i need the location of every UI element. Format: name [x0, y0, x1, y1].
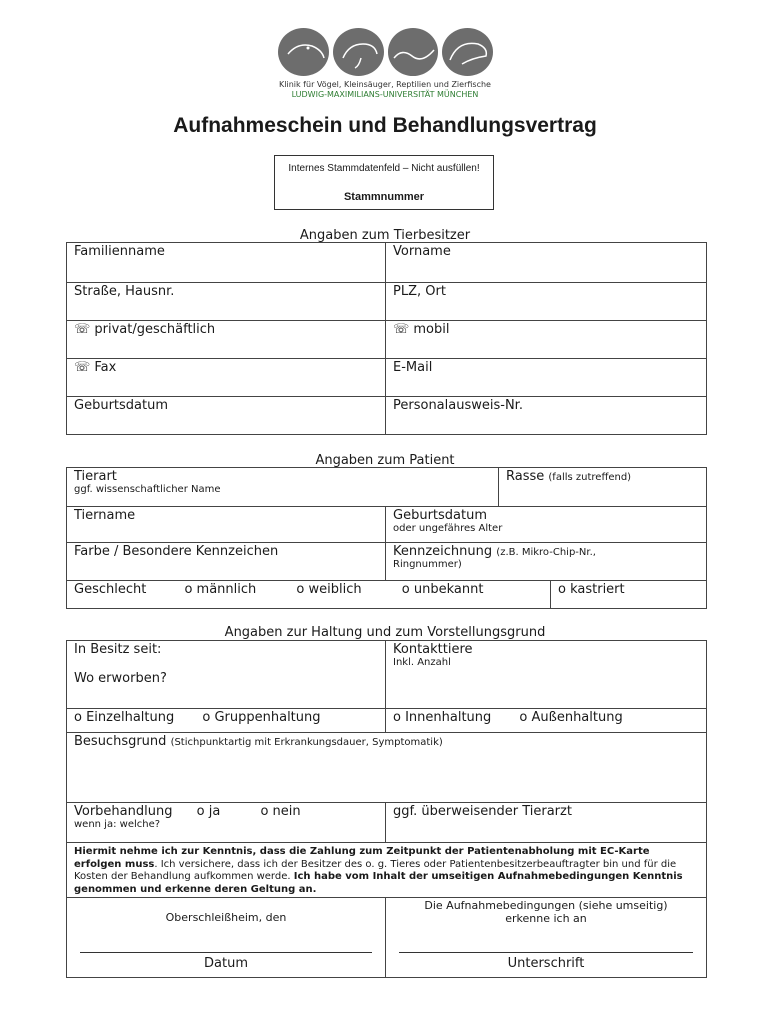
kennzeichnung-field[interactable] [386, 543, 707, 581]
fax-field[interactable] [67, 359, 386, 397]
field-label: Besuchsgrund [74, 734, 167, 749]
university-line: LUDWIG-MAXIMILIANS-UNIVERSITÄT MÜNCHEN [291, 90, 479, 99]
field-hint: oder ungefähres Alter [393, 523, 503, 534]
patient-heading: Angaben zum Patient [315, 453, 455, 468]
field-label: In Besitz seit: [74, 642, 162, 657]
owner-table [66, 242, 707, 435]
field-label: Vorbehandlung [74, 804, 173, 819]
field-label: Wo erworben? [74, 671, 167, 686]
vorbehandlung-field[interactable] [67, 803, 386, 843]
checkbox-ja[interactable]: o ja [196, 804, 221, 819]
field-label: Geschlecht [74, 582, 147, 597]
checkbox-innenhaltung[interactable]: o Innenhaltung [393, 710, 492, 725]
field-label: Geburtsdatum [393, 508, 487, 523]
reptile-logo-icon [388, 28, 439, 76]
field-label: Familienname [74, 244, 165, 259]
checkbox-kastriert[interactable]: o kastriert [558, 582, 625, 597]
consent-payment: Hiermit nehme ich zur Kenntnis, dass die Zahlung zum Zeitpunkt der Patientenabholung mit EC-Karte erfolgen muss [74, 846, 650, 870]
checkbox-maennlich[interactable]: o männlich [184, 582, 257, 597]
field-hint: Ringnummer) [393, 559, 462, 570]
phone-mobile-field[interactable] [386, 321, 707, 359]
field-label: ggf. überweisender Tierarzt [393, 804, 572, 819]
field-label: Geburtsdatum [74, 398, 168, 413]
field-label: ☏ privat/geschäftlich [74, 322, 216, 337]
kastriert-cell [551, 581, 707, 609]
field-label: Tierart [74, 469, 117, 484]
signature-line [399, 952, 693, 953]
phone-private-field[interactable] [67, 321, 386, 359]
haltung-heading: Angaben zur Haltung und zum Vorstellungsgrund [224, 625, 546, 640]
field-label: Rasse [506, 469, 545, 484]
field-label: Straße, Hausnr. [74, 284, 175, 299]
geschlecht-row [67, 581, 551, 609]
field-hint: Inkl. Anzahl [393, 657, 451, 668]
plz-ort-field[interactable] [386, 283, 707, 321]
consent-text [67, 843, 707, 898]
checkbox-einzelhaltung[interactable]: o Einzelhaltung [74, 710, 175, 725]
owner-heading: Angaben zum Tierbesitzer [299, 228, 471, 243]
vorname-field[interactable] [386, 243, 707, 283]
stammdaten-box [274, 155, 494, 210]
rasse-field[interactable] [499, 468, 707, 507]
unterschrift-label: Unterschrift [507, 956, 585, 971]
field-label: ☏ Fax [74, 360, 117, 375]
page-title: Aufnahmeschein und Behandlungsvertrag [173, 114, 597, 137]
checkbox-unbekannt[interactable]: o unbekannt [401, 582, 484, 597]
checkbox-weiblich[interactable]: o weiblich [296, 582, 362, 597]
haltungsart-row [67, 709, 386, 733]
familienname-field[interactable] [67, 243, 386, 283]
field-label: Kontakttiere [393, 642, 473, 657]
institution-name [250, 80, 520, 100]
haltungsort-row [386, 709, 707, 733]
date-signature-cell[interactable] [67, 898, 386, 978]
stammnummer-label: Stammnummer [343, 191, 425, 203]
checkbox-gruppenhaltung[interactable]: o Gruppenhaltung [202, 710, 321, 725]
bird-logo-icon [278, 28, 329, 76]
besuchsgrund-field[interactable] [67, 733, 707, 803]
patient-table [66, 467, 707, 609]
field-label: Kennzeichnung [393, 544, 493, 559]
field-label: Tiername [74, 508, 136, 523]
institution-line: Klinik für Vögel, Kleinsäuger, Reptilien und Zierfische [279, 80, 491, 89]
checkbox-aussenhaltung[interactable]: o Außenhaltung [519, 710, 623, 725]
email-field[interactable] [386, 359, 707, 397]
accept-label: Die Aufnahmebedingungen (siehe umseitig) [424, 899, 668, 912]
field-hint: ggf. wissenschaftlicher Name [74, 484, 221, 495]
id-card-field[interactable] [386, 397, 707, 435]
field-label: Vorname [393, 244, 451, 259]
tierarzt-field[interactable] [386, 803, 707, 843]
consent-terms: Ich habe vom Inhalt der umseitigen Aufnahmebedingungen Kenntnis genommen und erkenne deren Geltung an. [74, 871, 683, 895]
kontakttiere-field[interactable] [386, 641, 707, 709]
haltung-table [66, 640, 707, 978]
strasse-field[interactable] [67, 283, 386, 321]
consent-owner: . Ich versichere, dass ich der Besitzer des o. g. Tieres oder Patientenbesitzerbeauftragter bin und für die Kosten der Behandlung aufkommen werde. [74, 858, 677, 882]
field-label: Farbe / Besondere Kennzeichen [74, 544, 279, 559]
field-label: E-Mail [393, 360, 433, 375]
field-hint: (falls zutreffend) [548, 472, 632, 483]
field-hint: (z.B. Mikro-Chip-Nr., [496, 547, 596, 558]
clinic-logo [278, 28, 493, 80]
rodent-logo-icon [333, 28, 384, 76]
patient-birthdate-field[interactable] [386, 507, 707, 543]
field-hint: wenn ja: welche? [74, 819, 161, 830]
date-line [80, 952, 372, 953]
field-hint: (Stichpunktartig mit Erkrankungsdauer, Symptomatik) [170, 737, 443, 748]
field-label: ☏ mobil [393, 322, 450, 337]
tierart-field[interactable] [67, 468, 499, 507]
fish-logo-icon [442, 28, 493, 76]
accept-label-2: erkenne ich an [505, 912, 587, 925]
place-label: Oberschleißheim, den [165, 911, 287, 924]
besitz-field[interactable] [67, 641, 386, 709]
owner-birthdate-field[interactable] [67, 397, 386, 435]
tiername-field[interactable] [67, 507, 386, 543]
field-label: PLZ, Ort [393, 284, 446, 299]
signature-cell[interactable] [386, 898, 707, 978]
farbe-field[interactable] [67, 543, 386, 581]
stammdaten-note: Internes Stammdatenfeld – Nicht ausfüllen! [288, 163, 480, 174]
checkbox-nein[interactable]: o nein [260, 804, 301, 819]
field-label: Personalausweis-Nr. [393, 398, 523, 413]
datum-label: Datum [204, 956, 248, 971]
